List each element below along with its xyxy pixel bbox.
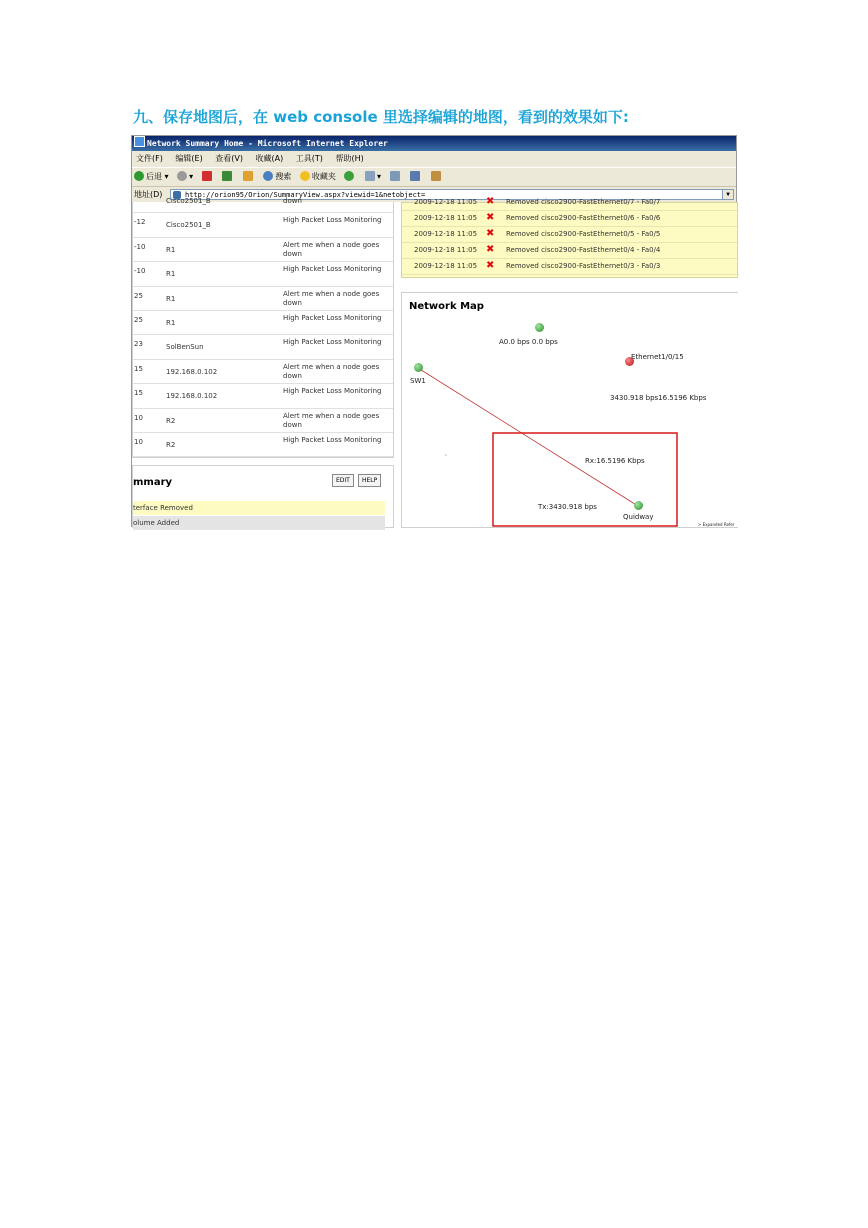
history-button[interactable] [344,168,356,186]
alert-id: -10 [134,267,146,276]
event-summary-panel [132,465,394,528]
removed-x-icon: ✖ [486,196,495,207]
removed-x-icon: ✖ [486,260,495,271]
alert-node[interactable]: 192.168.0.102 [166,392,218,401]
alert-name[interactable]: High Packet Loss Monitoring [283,216,382,225]
alert-id: 15 [134,364,143,373]
history-icon [344,171,354,181]
print-icon [390,171,400,181]
alert-id: 10 [134,413,143,422]
table-row[interactable] [133,335,393,359]
table-row[interactable] [133,287,393,311]
edit-page-icon [410,171,420,181]
address-dropdown[interactable]: ▼ [722,190,733,199]
page-heading: 九、保存地图后，在 web console 里选择编辑的地图，看到的效果如下: [133,108,629,126]
alert-name[interactable]: High Packet Loss Monitoring [283,387,382,396]
event-message[interactable]: Removed cisco2900-FastEthernet0/7 - Fa0/7 [506,198,661,206]
event-row[interactable] [402,226,739,243]
alert-name[interactable]: High Packet Loss Monitoring [283,435,382,444]
table-row[interactable] [133,311,393,335]
address-url: http://orion95/Orion/SummaryView.aspx?viewid=1&netobject= [185,191,426,199]
search-icon [263,171,273,181]
table-row[interactable] [133,360,393,384]
alert-node[interactable]: 192.168.0.102 [166,367,218,376]
mail-button[interactable]: ▾ [365,168,381,186]
table-row[interactable] [133,238,393,262]
map-title: Network Map [409,301,484,312]
refresh-icon [222,171,232,181]
quidway-label: Quidway [623,513,654,521]
event-date: 2009-12-18 11:05 [414,198,478,206]
menu-file[interactable]: 文件(F) [136,154,163,163]
refresh-button[interactable] [222,168,234,186]
home-button[interactable] [243,168,255,186]
alert-id: 10 [134,437,143,446]
top-node-label: A0.0 bps 0.0 bps [499,338,558,346]
event-row[interactable] [402,242,739,259]
alert-node[interactable]: R2 [166,416,176,425]
alert-node[interactable]: Cisco2501_B [166,221,211,230]
window-titlebar [132,136,736,151]
event-message[interactable]: Removed cisco2900-FastEthernet0/4 - Fa0/4 [506,246,661,254]
favorites-button[interactable]: 收藏夹 [300,168,336,186]
search-button[interactable]: 搜索 [263,168,291,186]
alerts-panel [132,197,394,458]
help-button[interactable]: HELP [358,474,381,487]
alert-id: 25 [134,291,143,300]
table-row[interactable] [133,189,393,213]
alert-node[interactable]: R1 [166,294,176,303]
map-corner-label[interactable]: > Expanded Refer [698,522,735,527]
alert-node[interactable]: Cisco2501_B [166,197,211,205]
quidway-node-icon[interactable] [634,501,643,510]
menu-bar [132,151,736,167]
summary-title: mmary [133,477,173,488]
table-row[interactable] [133,433,393,457]
window-title: Network Summary Home - Microsoft Internet Explorer [147,139,388,148]
stop-button[interactable] [202,168,214,186]
back-button[interactable]: 后退 ▾ [134,168,169,186]
map-dot [445,454,446,455]
star-icon [300,171,310,181]
event-date: 2009-12-18 11:05 [414,230,478,238]
network-map-panel [401,292,738,528]
event-date: 2009-12-18 11:05 [414,214,478,222]
sw1-node-icon[interactable] [414,363,423,372]
table-row[interactable] [133,262,393,286]
forward-button[interactable]: ▾ [177,168,193,186]
forward-arrow-icon [177,171,187,181]
alert-name[interactable]: High Packet Loss Monitoring [283,338,382,347]
alert-node[interactable]: R2 [166,440,176,449]
browser-screenshot [131,135,737,527]
alert-name[interactable]: High Packet Loss Monitoring [283,265,382,274]
top-node-icon[interactable] [535,323,544,332]
alert-node[interactable]: R1 [166,270,176,279]
removed-x-icon: ✖ [486,228,495,239]
sw1-label: SW1 [410,377,426,385]
event-row[interactable] [402,258,739,275]
menu-edit[interactable]: 编辑(E) [175,154,203,163]
alert-node[interactable]: R1 [166,318,176,327]
alert-node[interactable]: R1 [166,245,176,254]
ethernet-label: Ethernet1/0/15 [631,353,684,361]
table-row[interactable] [133,384,393,408]
removed-x-icon: ✖ [486,244,495,255]
ie-icon [134,136,145,147]
alert-name[interactable]: Alert me when a node goes down [283,411,380,429]
menu-view[interactable]: 查看(V) [215,154,243,163]
page-content [132,196,738,528]
stop-icon [202,171,212,181]
menu-tools[interactable]: 工具(T) [295,154,323,163]
back-arrow-icon [134,171,144,181]
tx-label: Tx:3430.918 bps [538,503,597,511]
removed-x-icon: ✖ [486,212,495,223]
menu-help[interactable]: 帮助(H) [335,154,364,163]
ethernet-rate-label: 3430.918 bps16.5196 Kbps [610,394,707,402]
event-row[interactable] [402,210,739,227]
alert-id: 23 [134,340,143,349]
rx-label: Rx:16.5196 Kbps [585,457,645,465]
event-row[interactable] [402,194,739,211]
event-message[interactable]: Removed cisco2900-FastEthernet0/5 - Fa0/5 [506,230,661,238]
event-date: 2009-12-18 11:05 [414,262,478,270]
edit-page-button[interactable] [410,168,422,186]
messenger-button[interactable] [431,168,443,186]
home-icon [243,171,253,181]
map-link [418,368,638,506]
alert-name[interactable]: Alert me when a node goes down [283,289,380,307]
alert-id: 15 [134,389,143,398]
table-row[interactable] [133,213,393,237]
events-panel [401,196,738,278]
event-date: 2009-12-18 11:05 [414,246,478,254]
event-message[interactable]: Removed cisco2900-FastEthernet0/3 - Fa0/3 [506,262,661,270]
alert-id: -10 [134,242,146,251]
menu-favorites[interactable]: 收藏(A) [255,154,284,163]
edit-button[interactable]: EDIT [332,474,354,487]
alert-id: 25 [134,315,143,324]
map-canvas [402,293,739,529]
event-message[interactable]: Removed cisco2900-FastEthernet0/6 - Fa0/6 [506,214,661,222]
alert-name[interactable]: Alert me when a node goes down [283,240,380,258]
alert-node[interactable]: SolBenSun [166,343,204,352]
alert-name[interactable]: High Packet Loss Monitoring [283,313,382,322]
summary-row[interactable]: terface Removed [133,501,385,515]
address-label: 地址(D) [134,190,163,199]
alert-id: -12 [134,218,146,227]
toolbar [132,167,736,186]
mail-icon [365,171,375,181]
alert-name[interactable]: down [283,197,302,205]
print-button[interactable] [390,168,402,186]
summary-row[interactable]: olume Added [133,516,385,530]
messenger-icon [431,171,441,181]
table-row[interactable] [133,409,393,433]
alert-name[interactable]: Alert me when a node goes down [283,362,380,380]
